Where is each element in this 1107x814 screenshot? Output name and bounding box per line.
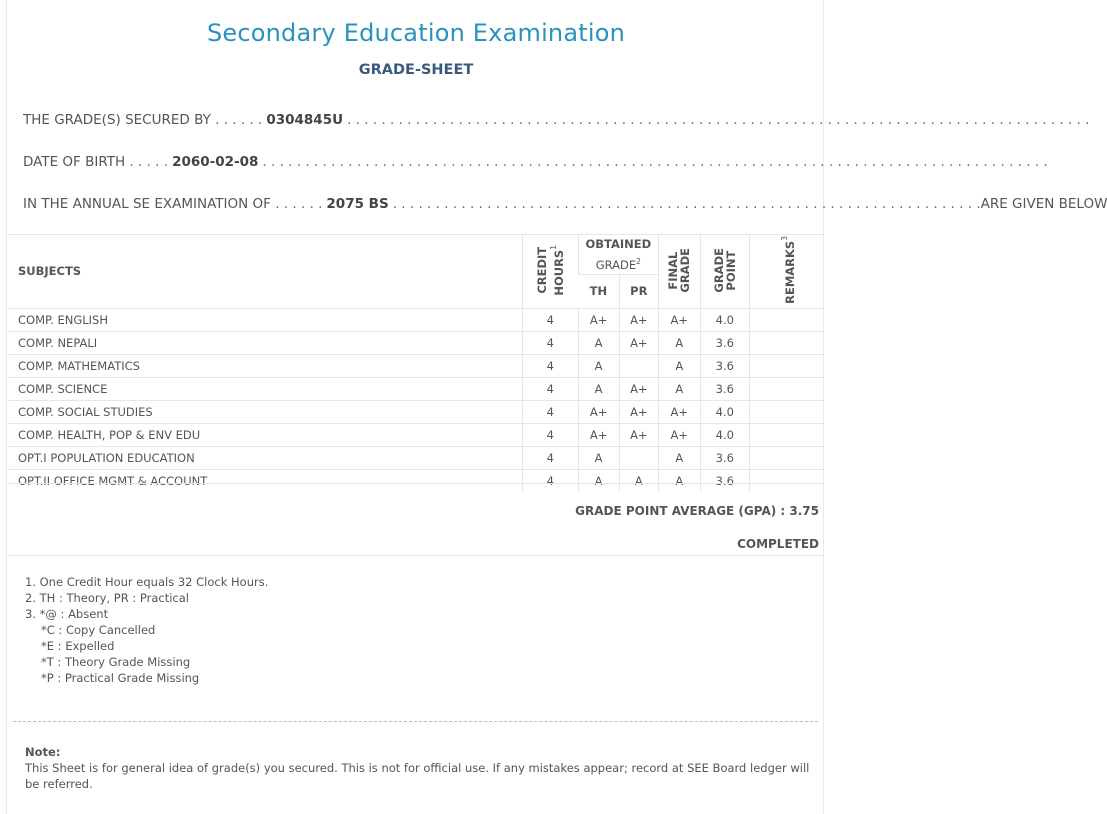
table-row — [7, 377, 824, 400]
table-row — [7, 469, 824, 492]
note-section — [25, 744, 815, 792]
remarks-cell — [750, 331, 824, 354]
exam-tail: ARE GIVEN BELOW — [980, 196, 1107, 212]
th-grade-cell: A+ — [578, 423, 619, 446]
final-grade-cell: A+ — [659, 400, 700, 423]
table-row — [7, 400, 824, 423]
pr-grade-cell: A+ — [619, 400, 658, 423]
col-pr: PR — [619, 274, 658, 308]
section-divider — [7, 555, 824, 556]
pr-grade-cell: A+ — [619, 331, 658, 354]
pr-grade-cell: A+ — [619, 423, 658, 446]
col-th: TH — [578, 274, 619, 308]
table-bottom-divider — [7, 483, 824, 484]
pr-grade-cell — [619, 446, 658, 469]
subject-cell: COMP. SOCIAL STUDIES — [7, 400, 522, 423]
point-label: POINT — [723, 249, 738, 290]
grade-point-cell: 4.0 — [700, 400, 750, 423]
dot-leader: . . . . . . . . . . . . . . . . . . . . . . . . . . . . . . . . . . . . . . . . . . . . . . . . . . . . . . . . . . . . . . . . . . . . . — [392, 196, 981, 212]
th-grade-cell: A — [578, 354, 619, 377]
table-row — [7, 308, 824, 331]
page-title: Secondary Education Examination — [206, 19, 626, 47]
table-row — [7, 354, 824, 377]
remarks-cell — [750, 423, 824, 446]
remarks-label: REMARKS — [782, 240, 797, 304]
table-row — [7, 423, 824, 446]
page-subtitle: GRADE-SHEET — [358, 62, 474, 78]
grades-table — [7, 234, 824, 492]
subject-cell: COMP. HEALTH, POP & ENV EDU — [7, 423, 522, 446]
final-grade-cell: A — [659, 446, 700, 469]
credit-cell: 4 — [522, 400, 578, 423]
credit-cell: 4 — [522, 423, 578, 446]
remarks-cell — [750, 446, 824, 469]
symbol-number: 0304845U — [266, 112, 344, 128]
grade-point-grade-label: GRADE — [711, 247, 726, 293]
credit-cell: 4 — [522, 354, 578, 377]
remarks-cell — [750, 400, 824, 423]
subject-cell: COMP. ENGLISH — [7, 308, 522, 331]
final-grade-cell: A+ — [659, 308, 700, 331]
obtained-footnote-mark: 2 — [636, 257, 641, 266]
th-grade-cell: A+ — [578, 400, 619, 423]
col-credit-hours — [522, 235, 578, 309]
th-grade-cell: A — [578, 469, 619, 492]
th-grade-cell: A+ — [578, 308, 619, 331]
table-row — [7, 446, 824, 469]
dot-leader: . . . . . . — [270, 196, 323, 212]
secured-by-label: THE GRADE(S) SECURED BY — [23, 112, 211, 128]
footnote-item: 1. One Credit Hour equals 32 Clock Hours. — [25, 575, 269, 589]
final-grade-cell: A — [659, 354, 700, 377]
subject-cell: COMP. NEPALI — [7, 331, 522, 354]
pr-grade-cell: A+ — [619, 377, 658, 400]
footnote-item: *T : Theory Grade Missing — [41, 655, 191, 669]
note-title: Note: — [25, 745, 61, 759]
col-remarks — [750, 235, 824, 309]
dot-leader: . . . . . — [125, 154, 169, 170]
final-grade-cell: A — [659, 469, 700, 492]
exam-label: IN THE ANNUAL SE EXAMINATION OF — [23, 196, 271, 212]
secured-by-line — [23, 112, 1090, 128]
hours-label: HOURS — [551, 249, 566, 296]
grade-label: GRADE — [595, 257, 637, 272]
credit-cell: 4 — [522, 446, 578, 469]
pr-grade-cell: A — [619, 469, 658, 492]
subject-cell: OPT.I POPULATION EDUCATION — [7, 446, 522, 469]
grade-point-cell: 3.6 — [700, 354, 750, 377]
remarks-footnote-mark: 3 — [779, 235, 789, 241]
status-badge: COMPLETED — [737, 537, 819, 551]
subject-cell: COMP. SCIENCE — [7, 377, 522, 400]
exam-year: 2075 BS — [326, 196, 389, 212]
th-grade-cell: A — [578, 377, 619, 400]
grade-sheet — [6, 0, 1107, 814]
final-grade-cell: A — [659, 331, 700, 354]
remarks-cell — [750, 354, 824, 377]
credit-cell: 4 — [522, 469, 578, 492]
remarks-cell — [750, 469, 824, 492]
dob-line — [23, 154, 1048, 170]
pr-grade-cell — [619, 354, 658, 377]
dob-value: 2060-02-08 — [172, 154, 259, 170]
footnote-item: 3. *@ : Absent — [25, 607, 109, 621]
credit-footnote-mark: 1 — [548, 244, 558, 250]
credit-cell: 4 — [522, 308, 578, 331]
pr-grade-cell: A+ — [619, 308, 658, 331]
col-grade-point — [700, 235, 750, 309]
dot-leader: . . . . . . — [210, 112, 263, 128]
final-grade-cell: A+ — [659, 423, 700, 446]
dot-leader: . . . . . . . . . . . . . . . . . . . . . . . . . . . . . . . . . . . . . . . . . . . . . . . . . . . . . . . . . . . . . . . . . . . . . . . . . . . . . . . . . . . . . . . — [347, 112, 1090, 128]
table-row — [7, 331, 824, 354]
dashed-divider — [13, 721, 818, 722]
th-grade-cell: A — [578, 446, 619, 469]
grade-point-cell: 3.6 — [700, 331, 750, 354]
col-final-grade — [659, 235, 700, 309]
remarks-cell — [750, 377, 824, 400]
grade-point-cell: 3.6 — [700, 469, 750, 492]
footnote-item: *C : Copy Cancelled — [41, 623, 156, 637]
final-grade-label: GRADE — [678, 247, 693, 293]
credit-cell: 4 — [522, 331, 578, 354]
footnote-item: 2. TH : Theory, PR : Practical — [25, 591, 189, 605]
col-obtained-grade — [578, 235, 658, 275]
footnote-item: *E : Expelled — [41, 639, 115, 653]
grade-point-cell: 3.6 — [700, 377, 750, 400]
final-label: FINAL — [666, 250, 681, 289]
exam-line — [23, 196, 1107, 212]
dob-label: DATE OF BIRTH — [23, 154, 126, 170]
remarks-cell — [750, 308, 824, 331]
grade-point-cell: 4.0 — [700, 423, 750, 446]
final-grade-cell: A — [659, 377, 700, 400]
col-subjects: SUBJECTS — [7, 235, 522, 309]
th-grade-cell: A — [578, 331, 619, 354]
credit-label: CREDIT — [534, 246, 549, 294]
obtained-label: OBTAINED — [585, 237, 652, 251]
grade-point-cell: 4.0 — [700, 308, 750, 331]
subject-cell: COMP. MATHEMATICS — [7, 354, 522, 377]
gpa-summary: GRADE POINT AVERAGE (GPA) : 3.75 — [575, 504, 819, 518]
footnote-item: *P : Practical Grade Missing — [41, 671, 200, 685]
dot-leader: . . . . . . . . . . . . . . . . . . . . . . . . . . . . . . . . . . . . . . . . . . . . . . . . . . . . . . . . . . . . . . . . . . . . . . . . . . . . . . . . . . . . . . . . . . . . — [262, 154, 1048, 170]
note-text: This Sheet is for general idea of grade(s) you secured. This is not for official use. If any mistakes appear; record at SEE Board ledger will be referred. — [25, 761, 810, 791]
credit-cell: 4 — [522, 377, 578, 400]
footnotes — [25, 574, 268, 686]
subject-cell: OPT.II OFFICE MGMT & ACCOUNT — [7, 469, 522, 492]
grade-point-cell: 3.6 — [700, 446, 750, 469]
